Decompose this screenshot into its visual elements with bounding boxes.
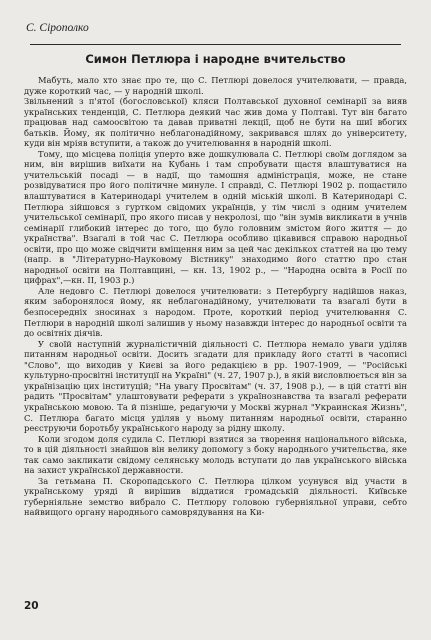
- article-body: [24, 75, 407, 518]
- header-rule: [30, 44, 401, 45]
- running-head-author: С. Сірополко: [26, 22, 89, 34]
- paragraph-4: Але недовго С. Петлюрі довелося учителювати: з Петербургу надійшов наказ, яким заборонялося йому, як неблагонадійному, учителювати та взагалі бути в безпосередніх зносинах з народом. Проте, короткий період учителювання С. Петлюри в народній школі залишив у ньому назавжди інтерес до народньої освіти та до освітніх діячів.: [24, 285, 407, 339]
- page-number: 20: [24, 600, 39, 612]
- paragraph-6: Коли згодом доля судила С. Петлюрі взятися за творення національного війська, то в цій діяльності знайшов він велику допомогу з боку народнього учительства, яке так само закликати свідому селянську молодь вступати до лав українського війська на захист української державности.: [24, 433, 407, 476]
- paragraph-2: Звільнений з п'ятої (богословської) кляси Полтавської духовної семінарії за вияв українських тенденцій, С. Петлюра деякий час жив дома у Полтаві. Тут він багато працював над самоосвітою та давав приватні лекції, щоб не бути на шиї вбогих батьків. Йому, як політично неблагонадійному, закривався шлях до університету, куди він мріяв вступити, а також до учителювання в народній школі.: [24, 96, 407, 149]
- paragraph-5: У своїй наступній журналістичній діяльності С. Петлюра немало уваги уділяв питанням народньої освіти. Досить згадати для прикладу його статті в часописі "Слово", що виходив у Києві за його редакцією в рр. 1907-1909, — "Російські культурно-просвітні інституції на Україні" (ч. 27, 1907 р.), в якій висловлюється він за українізацію цих інституцій; "На увагу Просвітам" (ч. 37, 1908 р.), — в цій статті він радить "Просвітам" улаштовувати реферати з українознавства та взагалі реферати українською мовою. Та й пізніше, редагуючи у Москві журнал "Украинская Жизнь", С. Петлюра багато місця уділяв у ньому питанням народньої освіти, старанно реєструючи боротьбу українського народу за рідну школу.: [24, 338, 407, 434]
- paragraph-3: Тому, що місцева поліція уперто вже дошкулювала С. Петлюрі своїм доглядом за ним, він вирішив виїхати на Кубань і там спробувати щастя влаштуватися на учительській посаді — в надії, що тамошня адміністрація, може, не стане розвідуватися про його політичне минуле. І справді, С. Петлюрі 1902 р. пощастило влаштуватися в Катеринодарі учителем в одній міській школі. В Катеринодарі С. Петлюра зійшовся з гуртком свідомих українців, у тім числі з одним учителем учительської семінарії, про якого писав у некролозі, що "він зумів викликати в учнів семінарії глибокий інтерес до того, що було головним змістом його життя — до українства". Взагалі в той час С. Петлюра особливо цікавився справою народньої освіти, про що може свідчити вміщення ним за цей час декількох статтей на цю тему (напр. в "Літературно-Науковому Вістнику" знаходимо його статтю про стан народньої освіти на Полтавщині, — кн. 13, 1902 р., — "Народна освіта в Росії по цифрах",—кн. II, 1903 р.): [24, 148, 407, 286]
- article-title: Симон Петлюра і народне вчительство: [85, 52, 346, 66]
- paragraph-1: Мабуть, мало хто знає про те, що С. Петлюрі довелося учителювати, — правда, дуже короткий час, — у народній школі.: [24, 75, 407, 96]
- paragraph-7: За гетьмана П. Скоропадського С. Петлюра цілком усунувся від участи в українському уряді й вирішив віддатися громадській діяльності. Київське губерніяльне земство вибрало С. Петлюру головою губерніяльної управи, себто найвищого органу народнього самоврядування на Ки-: [24, 475, 407, 518]
